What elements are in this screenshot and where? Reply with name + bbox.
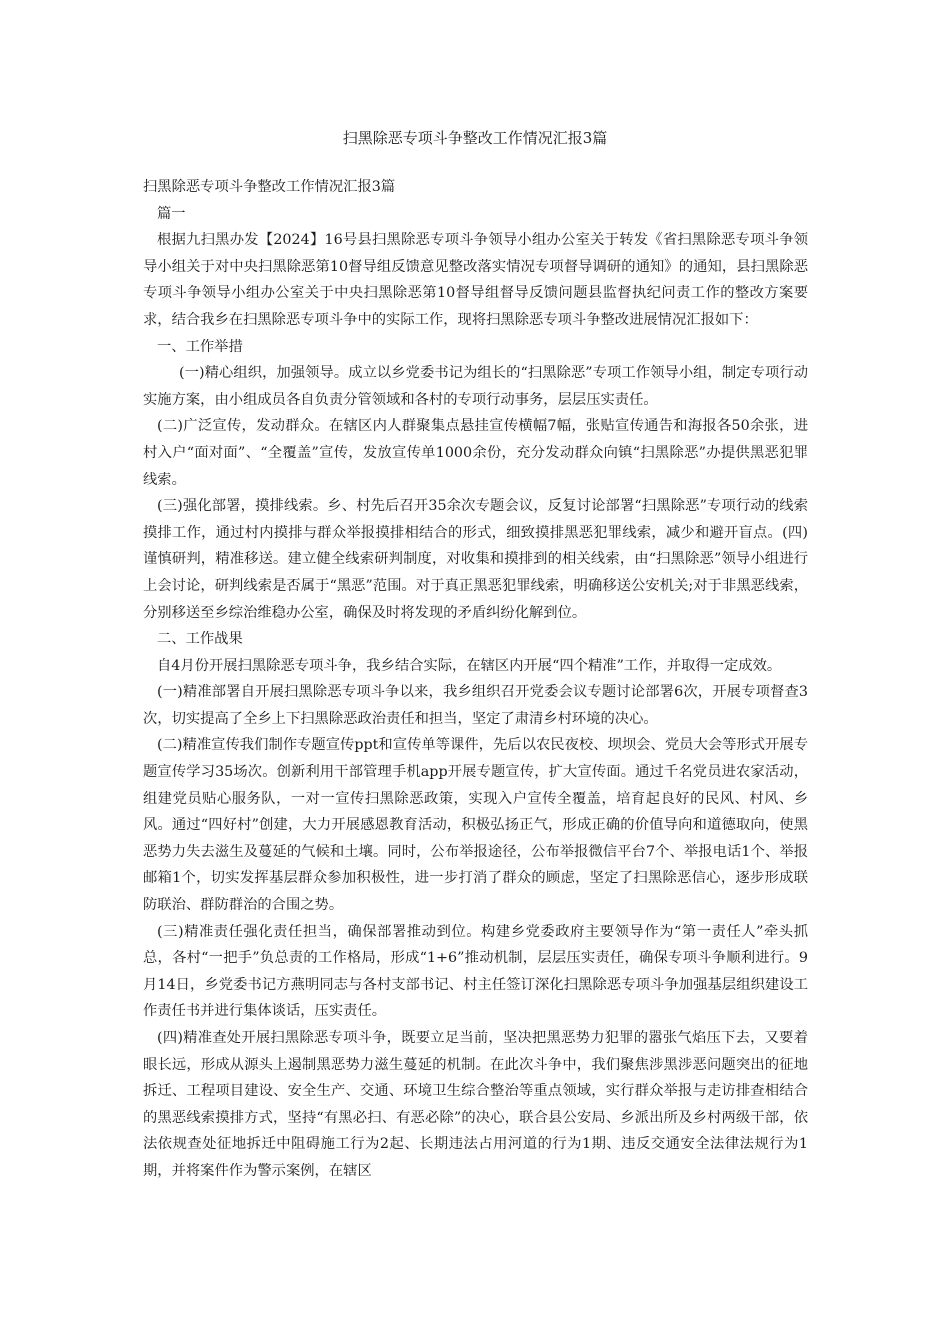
paragraph: 根据九扫黑办发【2024】16号县扫黑除恶专项斗争领导小组办公室关于转发《省扫黑除恶专项斗争领导小组关于对中央扫黑除恶第10督导组反馈意见整改落实情况专项督导调研的通知》的通知，县扫黑除恶专项斗争领导小组办公室关于中央扫黑除恶第10督导组督导反馈问题县监督执纪问责工作的整改方案要求，结合我乡在扫黑除恶专项斗争中的实际工作，现将扫黑除恶专项斗争整改进展情况汇报如下： [143,232,808,328]
paragraph: (一)精准部署自开展扫黑除恶专项斗争以来，我乡组织召开党委会议专题讨论部署6次，开展专项督查3次，切实提高了全乡上下扫黑除恶政治责任和担当，坚定了肃清乡村环境的决心。 [143,684,808,727]
document-body [143,174,808,1185]
paragraph: (一)精心组织，加强领导。成立以乡党委书记为组长的“扫黑除恶”专项工作领导小组，制定专项行动实施方案，由小组成员各自负责分管领域和各村的专项行动事务，层层压实责任。 [143,365,808,408]
section-heading: 二、工作战果 [157,631,243,648]
document-subtitle: 扫黑除恶专项斗争整改工作情况汇报3篇 [143,179,396,195]
document-title: 扫黑除恶专项斗争整改工作情况汇报3篇 [342,129,608,147]
paragraph: 自4月份开展扫黑除恶专项斗争，我乡结合实际，在辖区内开展“四个精准”工作，并取得一定成效。 [157,657,782,674]
paragraph: (四)精准查处开展扫黑除恶专项斗争，既要立足当前，坚决把黑恶势力犯罪的嚣张气焰压下去，又要着眼长远，形成从源头上遏制黑恶势力滋生蔓延的机制。在此次斗争中，我们聚焦涉黑涉恶问题突出的征地拆迁、工程项目建设、安全生产、交通、环境卫生综合整治等重点领域，实行群众举报与走访排查相结合的黑恶线索摸排方式，坚持“有黑必扫、有恶必除”的决心，联合县公安局、乡派出所及乡村两级干部，依法依规查处征地拆迁中阻碍施工行为2起、长期违法占用河道的行为1期、违反交通安全法律法规行为1期，并将案件作为警示案例，在辖区 [143,1030,808,1179]
section-label: 篇一 [157,205,186,222]
paragraph: (二)精准宣传我们制作专题宣传ppt和宣传单等课件，先后以农民夜校、坝坝会、党员大会等形式开展专题宣传学习35场次。创新利用干部管理手机app开展专题宣传，扩大宣传面。通过千名党员进农家活动，组建党员贴心服务队，一对一宣传扫黑除恶政策，实现入户宣传全覆盖，培育起良好的民风、村风、乡风。通过“四好村”创建，大力开展感恩教育活动，积极弘扬正气，形成正确的价值导向和道德取向，使黑恶势力失去滋生及蔓延的气候和土壤。同时，公布举报途径，公布举报微信平台7个、举报电话1个、举报邮箱1个，切实发挥基层群众参加积极性，进一步打消了群众的顾虑，坚定了扫黑除恶信心，逐步形成联防联治、群防群治的合围之势。 [143,737,808,914]
paragraph: (三)强化部署，摸排线索。乡、村先后召开35余次专题会议，反复讨论部署“扫黑除恶”专项行动的线索摸排工作，通过村内摸排与群众举报摸排相结合的形式，细致摸排黑恶犯罪线索，减少和避开盲点。(四)谨慎研判，精准移送。建立健全线索研判制度，对收集和摸排到的相关线索，由“扫黑除恶”领导小组进行上会讨论，研判线索是否属于“黑恶”范围。对于真正黑恶犯罪线索，明确移送公安机关;对于非黑恶线索，分别移送至乡综治维稳办公室，确保及时将发现的矛盾纠纷化解到位。 [143,498,808,621]
paragraph: (二)广泛宣传，发动群众。在辖区内人群聚集点悬挂宣传横幅7幅，张贴宣传通告和海报各50余张，进村入户“面对面”、“全覆盖”宣传，发放宣传单1000余份，充分发动群众向镇“扫黑除恶”办提供黑恶犯罪线索。 [143,418,808,488]
section-heading: 一、工作举措 [157,338,243,355]
paragraph: (三)精准责任强化责任担当，确保部署推动到位。构建乡党委政府主要领导作为“第一责任人”牵头抓总，各村“一把手”负总责的工作格局，形成“1+6”推动机制，层层压实责任，确保专项斗争顺利进行。9月14日，乡党委书记方燕明同志与各村支部书记、村主任签订深化扫黑除恶专项斗争加强基层组织建设工作责任书并进行集体谈话，压实责任。 [143,923,808,1020]
